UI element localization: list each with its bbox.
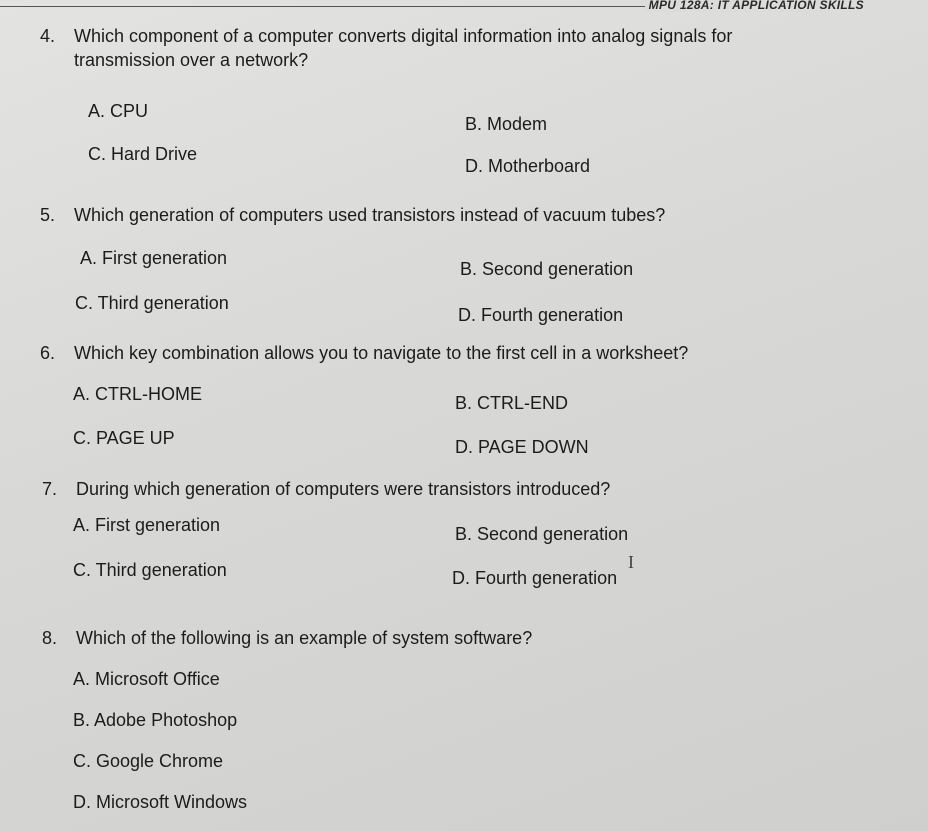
question-text-continued: transmission over a network? [74,50,309,70]
question-number: 8. [42,628,58,648]
option-b: B. Second generation [455,524,629,544]
question-text: Which generation of computers used transistors instead of vacuum tubes? [74,205,666,225]
page-header [0,0,928,14]
question-number: 6. [40,343,56,363]
option-c: C. Google Chrome [73,751,224,771]
option-c: C. Third generation [73,560,227,580]
option-c: C. PAGE UP [73,428,175,448]
option-a: A. CPU [88,101,149,121]
option-d: D. PAGE DOWN [455,437,589,457]
option-c: C. Third generation [75,293,229,313]
option-c: C. Hard Drive [88,144,198,164]
option-a: A. Microsoft Office [73,669,220,689]
option-b: B. CTRL-END [455,393,569,413]
option-a: A. First generation [80,248,228,268]
question-number: 5. [40,205,56,225]
option-d: D. Fourth generation [458,305,624,325]
question-text: Which key combination allows you to navigate to the first cell in a worksheet? [74,343,689,363]
course-title: MPU 128A: IT APPLICATION SKILLS [645,0,868,12]
question-number: 7. [42,479,58,499]
question-number: 4. [40,26,56,46]
option-d: D. Fourth generation [452,568,618,588]
option-b: B. Modem [465,114,548,134]
question-text: Which component of a computer converts digital information into analog signals for [74,26,733,46]
option-a: A. First generation [73,515,221,535]
option-a: A. CTRL-HOME [73,384,203,404]
option-d: D. Motherboard [465,156,591,176]
option-d: D. Microsoft Windows [73,792,248,812]
option-b: B. Adobe Photoshop [73,710,238,730]
question-text: Which of the following is an example of system software? [76,628,533,648]
text-cursor-icon: I [628,552,634,572]
option-b: B. Second generation [460,259,634,279]
question-text: During which generation of computers were transistors introduced? [76,479,611,499]
